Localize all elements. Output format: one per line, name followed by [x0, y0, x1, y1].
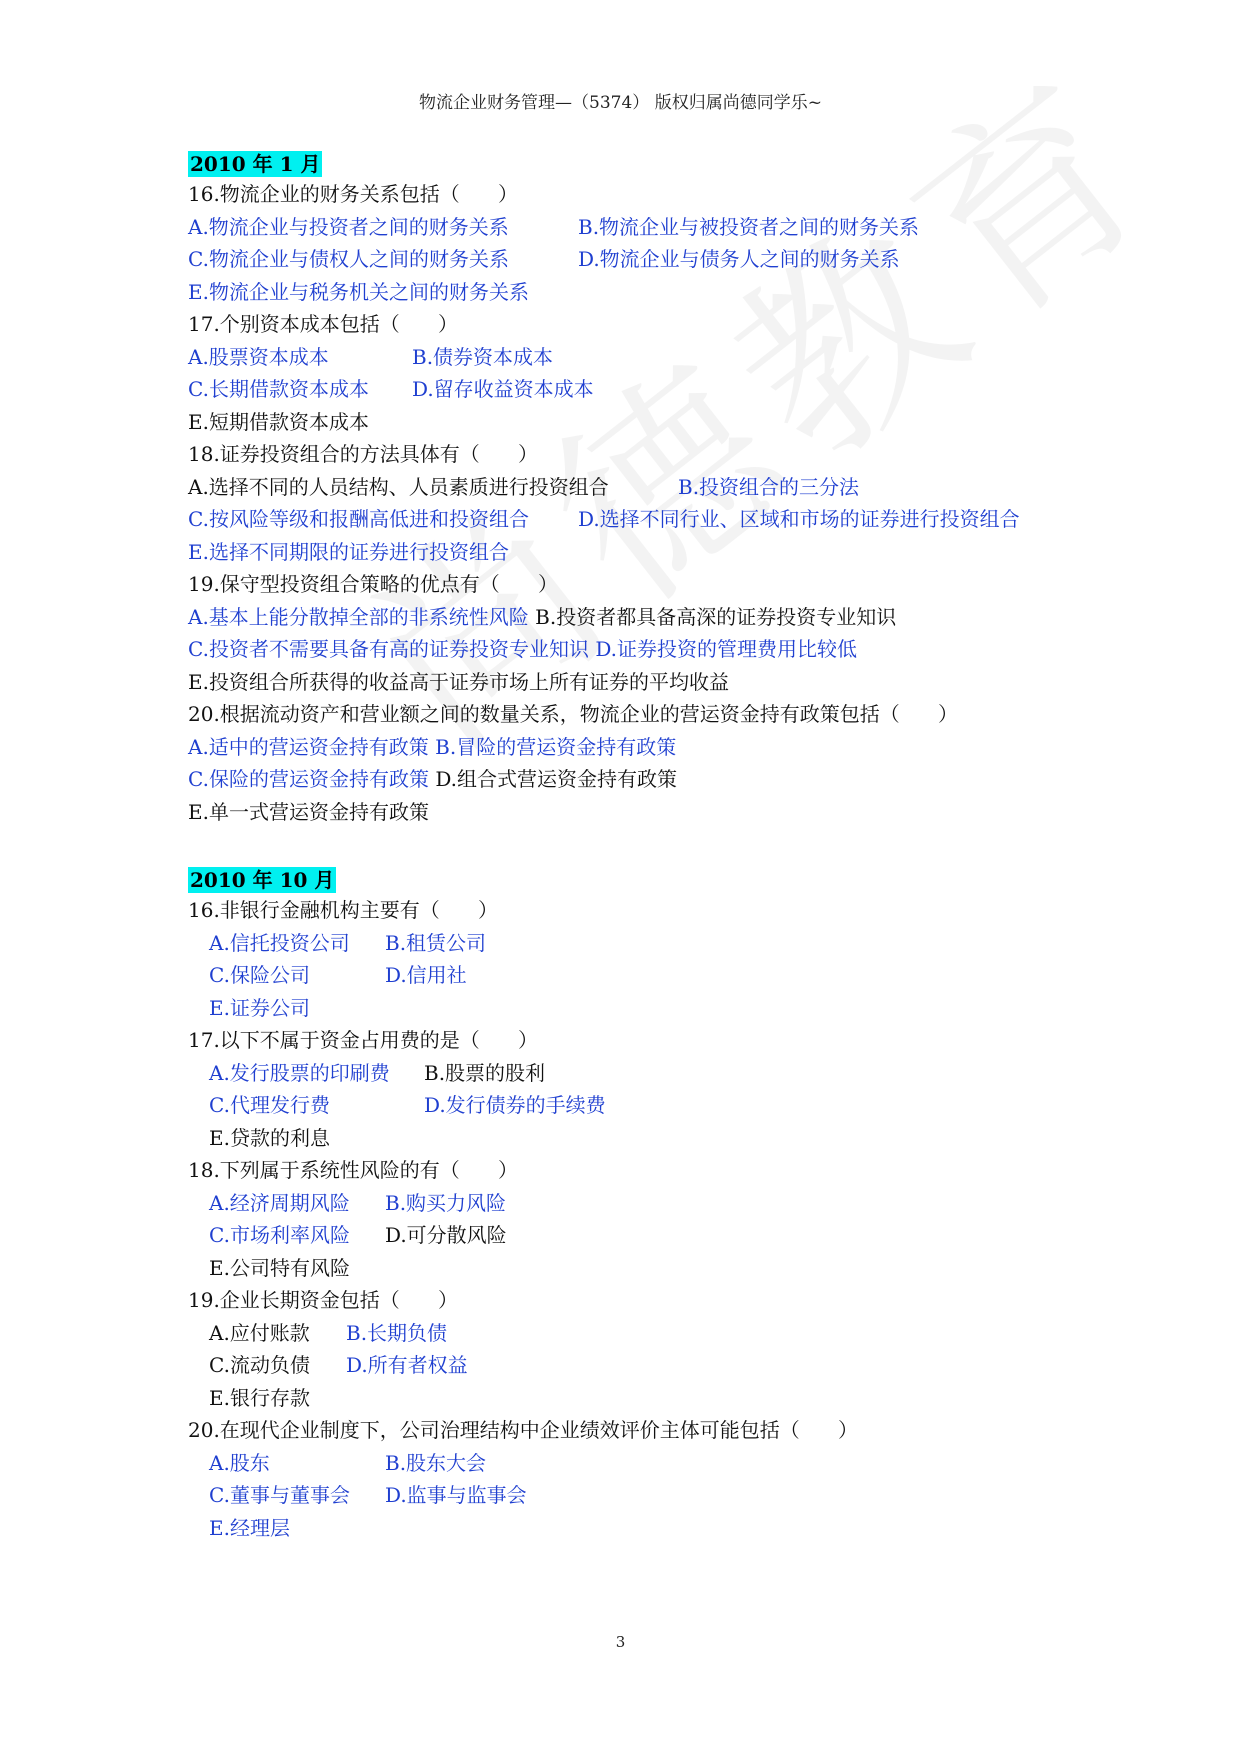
question-stem: 19.保守型投资组合策略的优点有（ ） [188, 572, 558, 596]
section-2010-01 [188, 151, 1118, 828]
option-row [188, 796, 1118, 829]
answer-option: E.短期借款资本成本 [188, 409, 369, 434]
option-row [188, 1219, 1118, 1252]
option-row [188, 1057, 1118, 1090]
answer-option: E.银行存款 [209, 1385, 310, 1410]
answer-option: C.市场利率风险 [209, 1223, 350, 1247]
answer-option: C.按风险等级和报酬高低进和投资组合 [188, 507, 529, 531]
page-number: 3 [615, 1633, 626, 1651]
question-list [188, 178, 1118, 828]
option-row [188, 1382, 1118, 1415]
answer-option: B.投资者都具备高深的证券投资专业知识 [535, 604, 897, 629]
answer-option: C.长期借款资本成本 [188, 377, 369, 401]
answer-option: D.所有者权益 [346, 1353, 468, 1377]
section-title: 2010 年 1 月 [190, 152, 321, 176]
answer-option: A.股票资本成本 [188, 344, 329, 369]
section-2010-10 [188, 867, 1118, 1544]
answer-option: B.冒险的营运资金持有政策 [435, 734, 677, 759]
option-row [188, 1187, 1118, 1220]
option-row [188, 1447, 1118, 1480]
answer-option: E.证券公司 [209, 995, 310, 1020]
question-stem: 20.在现代企业制度下，公司治理结构中企业绩效评价主体可能包括（ ） [188, 1418, 858, 1442]
answer-option: A.选择不同的人员结构、人员素质进行投资组合 [188, 474, 609, 499]
answer-option: B.股东大会 [385, 1450, 487, 1475]
answer-option: C.物流企业与债权人之间的财务关系 [188, 247, 509, 271]
answer-option: B.购买力风险 [385, 1190, 507, 1215]
answer-option: B.物流企业与被投资者之间的财务关系 [578, 214, 920, 239]
answer-option: E.单一式营运资金持有政策 [188, 799, 429, 824]
option-row [188, 341, 1118, 374]
question-list [188, 894, 1118, 1544]
answer-option: C.投资者不需要具备有高的证券投资专业知识 [188, 637, 596, 661]
answer-option: D.发行债券的手续费 [424, 1093, 606, 1117]
answer-option: E.投资组合所获得的收益高于证券市场上所有证券的平均收益 [188, 669, 729, 694]
answer-option: D.选择不同行业、区域和市场的证券进行投资组合 [578, 507, 1020, 531]
section-title: 2010 年 10 月 [190, 868, 335, 892]
question-stem: 18.证券投资组合的方法具体有（ ） [188, 442, 538, 466]
answer-option: B.投资组合的三分法 [678, 474, 860, 499]
option-row [188, 1122, 1118, 1155]
option-row [188, 503, 1118, 536]
answer-option: B.股票的股利 [424, 1060, 546, 1085]
answer-option: D.物流企业与债务人之间的财务关系 [578, 247, 900, 271]
answer-option: A.信托投资公司 [209, 930, 350, 955]
question-stem: 20.根据流动资产和营业额之间的数量关系，物流企业的营运资金持有政策包括（ ） [188, 702, 958, 726]
question-stem: 17.以下不属于资金占用费的是（ ） [188, 1028, 538, 1052]
question-stem: 16.物流企业的财务关系包括（ ） [188, 182, 518, 206]
answer-option: E.物流企业与税务机关之间的财务关系 [188, 279, 529, 304]
question-stem: 19.企业长期资金包括（ ） [188, 1288, 458, 1312]
answer-option: E.公司特有风险 [209, 1255, 350, 1280]
option-row [188, 406, 1118, 439]
option-row [188, 601, 1118, 634]
question-stem: 18.下列属于系统性风险的有（ ） [188, 1158, 518, 1182]
option-row [188, 1317, 1118, 1350]
answer-option: A.基本上能分散掉全部的非系统性风险 [188, 604, 536, 629]
answer-option: A.经济周期风险 [209, 1190, 350, 1215]
option-row [188, 927, 1118, 960]
answer-option: A.适中的营运资金持有政策 [188, 734, 436, 759]
answer-option: C.流动负债 [209, 1353, 310, 1377]
answer-option: B.长期负债 [346, 1320, 448, 1345]
answer-option: E.选择不同期限的证券进行投资组合 [188, 539, 509, 564]
answer-option: A.应付账款 [209, 1320, 310, 1345]
option-row [188, 666, 1118, 699]
answer-option: C.保险的营运资金持有政策 [188, 767, 436, 791]
option-row [188, 1349, 1118, 1382]
answer-option: D.信用社 [385, 963, 467, 987]
option-row [188, 633, 1118, 666]
answer-option: B.租赁公司 [385, 930, 487, 955]
answer-option: D.证券投资的管理费用比较低 [595, 637, 857, 661]
answer-option: E.经理层 [209, 1515, 290, 1540]
option-row [188, 959, 1118, 992]
option-row [188, 1512, 1118, 1545]
answer-option: A.股东 [209, 1450, 270, 1475]
option-row [188, 373, 1118, 406]
option-row [188, 243, 1118, 276]
option-row [188, 992, 1118, 1025]
answer-option: D.组合式营运资金持有政策 [435, 767, 677, 791]
option-row [188, 1252, 1118, 1285]
answer-option: A.物流企业与投资者之间的财务关系 [188, 214, 509, 239]
answer-option: C.代理发行费 [209, 1093, 330, 1117]
answer-option: A.发行股票的印刷费 [209, 1060, 390, 1085]
option-row [188, 763, 1118, 796]
answer-option: E.贷款的利息 [209, 1125, 330, 1150]
option-row [188, 211, 1118, 244]
option-row [188, 1089, 1118, 1122]
question-stem: 16.非银行金融机构主要有（ ） [188, 898, 498, 922]
answer-option: D.可分散风险 [385, 1223, 507, 1247]
question-stem: 17.个别资本成本包括（ ） [188, 312, 458, 336]
answer-option: C.董事与董事会 [209, 1483, 350, 1507]
option-row [188, 1479, 1118, 1512]
answer-option: C.保险公司 [209, 963, 310, 987]
option-row [188, 276, 1118, 309]
answer-option: D.留存收益资本成本 [412, 377, 594, 401]
page-header: 物流企业财务管理—（5374） 版权归属尚德同学乐~ [419, 93, 822, 113]
option-row [188, 536, 1118, 569]
answer-option: B.债券资本成本 [412, 344, 554, 369]
option-row [188, 731, 1118, 764]
answer-option: D.监事与监事会 [385, 1483, 527, 1507]
option-row [188, 471, 1118, 504]
